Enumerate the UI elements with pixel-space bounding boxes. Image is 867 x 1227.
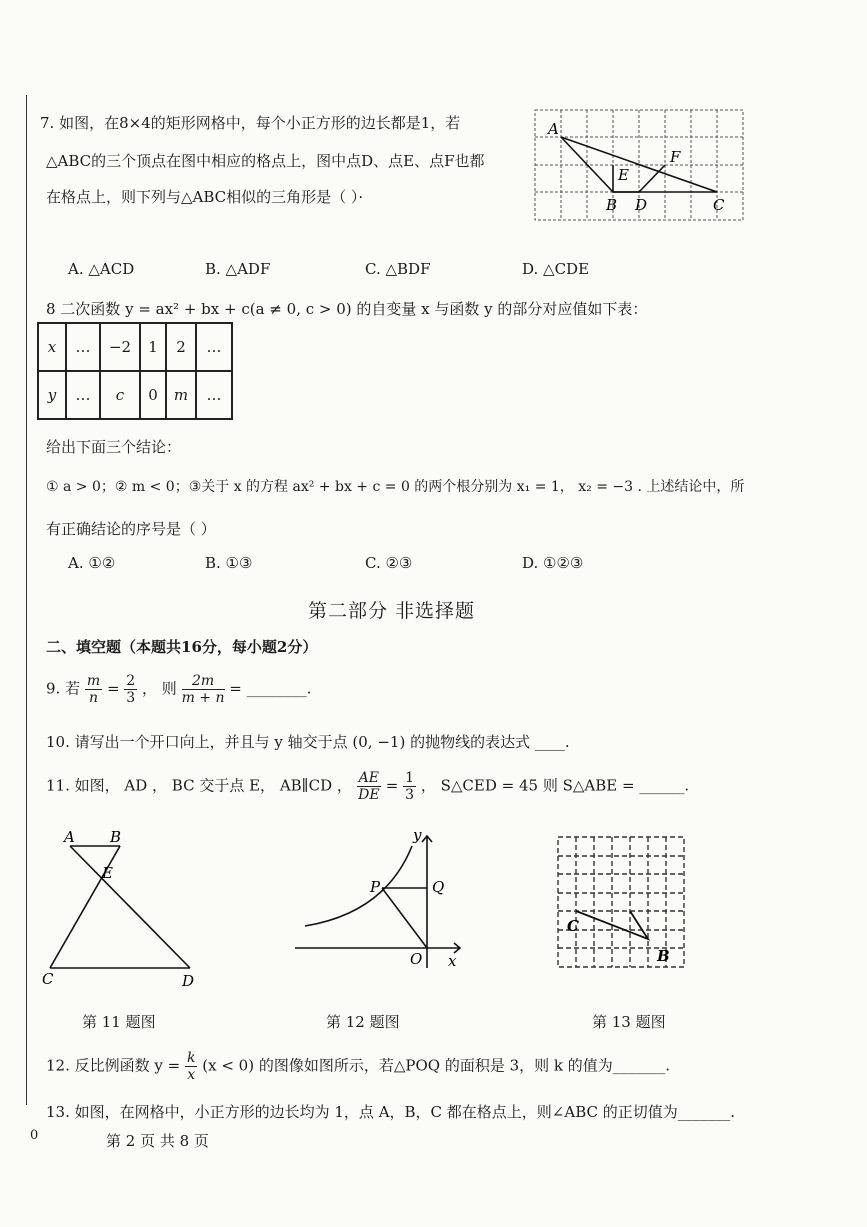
- fig7-label-b: B: [606, 196, 618, 214]
- fig7-label-c: C: [713, 196, 725, 214]
- q7-line1: 7. 如图，在8×4的矩形网格中，每个小正方形的边长都是1，若: [40, 114, 461, 132]
- fraction-numerator: 1: [405, 770, 415, 786]
- table-cell: …: [66, 371, 100, 419]
- fig7-label-f: F: [670, 148, 681, 166]
- fig12-label-y: y: [413, 826, 422, 844]
- q8-option-b: B. ①③: [205, 554, 253, 572]
- q9-mid: ， 则: [142, 679, 177, 698]
- q11-fraction-1-3: [403, 770, 416, 803]
- fig12-hyperbola: [290, 828, 470, 973]
- table-cell: c: [100, 371, 140, 419]
- q8-option-d: D. ①②③: [522, 554, 584, 572]
- fig12-label-o: O: [410, 950, 423, 968]
- q11-prefix: 11. 如图， AD ， BC 交于点 E， AB∥CD ，: [46, 776, 352, 795]
- table-cell: x: [38, 323, 66, 371]
- q12-rest: (x < 0) 的图像如图所示，若△POQ 的面积是 3，则 k 的值为_______.: [202, 1056, 671, 1075]
- q9-fraction-2-3: [124, 673, 137, 706]
- q9-fraction-m-n: [85, 673, 102, 706]
- q7-line3: 在格点上，则下列与△ABC相似的三角形是（ ）·: [46, 188, 364, 206]
- q12-prefix: 12. 反比例函数 y =: [46, 1056, 181, 1075]
- fig12-caption: 第 12 题图: [326, 1013, 400, 1031]
- q8-line3: ① a > 0；② m < 0；③关于 x 的方程 ax² + bx + c = 0 的两个根分别为 x₁ = 1， x₂ = −3 . 上述结论中，所: [46, 479, 745, 495]
- q7-option-a: A. △ACD: [68, 260, 135, 278]
- fig7-label-a: A: [548, 120, 559, 138]
- fraction-denominator: n: [89, 690, 99, 706]
- fig11-label-d: D: [182, 972, 195, 990]
- q7-line2: △ABC的三个顶点在图中相应的格点上，图中点D、点E、点F也都: [46, 152, 485, 170]
- q7-option-d: D. △CDE: [522, 260, 590, 278]
- q12: [46, 1050, 670, 1083]
- q7-grid-figure: [530, 110, 750, 225]
- table-cell: 0: [140, 371, 166, 419]
- equals-sign: =: [106, 679, 120, 698]
- q11-fraction-ae-de: [357, 770, 381, 803]
- fig7-label-e: E: [618, 166, 629, 184]
- fig11-caption: 第 11 题图: [82, 1013, 156, 1031]
- table-cell: −2: [100, 323, 140, 371]
- fraction-denominator: x: [187, 1067, 196, 1083]
- q8-option-c: C. ②③: [365, 554, 413, 572]
- q8-line4: 有正确结论的序号是（ ）: [46, 520, 216, 538]
- fraction-numerator: 2: [126, 673, 136, 689]
- q9-prefix: 9. 若: [46, 679, 81, 698]
- fraction-numerator: AE: [358, 770, 379, 786]
- fig13-label-b: B: [657, 947, 670, 965]
- fraction-denominator: m + n: [181, 690, 225, 706]
- fraction-numerator: k: [186, 1050, 196, 1066]
- fig11-label-e: E: [102, 864, 113, 882]
- table-cell: 1: [140, 323, 166, 371]
- q8-option-a: A. ①②: [68, 554, 116, 572]
- fraction-denominator: 3: [405, 787, 415, 803]
- q10-text: 10. 请写出一个开口向上，并且与 y 轴交于点 (0, −1) 的抛物线的表达式 ____.: [46, 733, 570, 751]
- table-cell: …: [196, 323, 232, 371]
- section2-heading: 二、填空题（本题共16分，每小题2分）: [46, 638, 318, 656]
- q7-option-b: B. △ADF: [205, 260, 271, 278]
- footer-mark: 0: [30, 1128, 39, 1143]
- q13-text: 13. 如图，在网格中，小正方形的边长均为 1，点 A，B，C 都在格点上，则∠ABC 的正切值为_______.: [46, 1103, 736, 1121]
- fig12-label-p: P: [370, 878, 381, 896]
- q8-line2: 给出下面三个结论：: [46, 438, 182, 456]
- fig12-label-x: x: [448, 952, 457, 970]
- fig13-grid: [555, 835, 690, 975]
- fig11-label-b: B: [110, 828, 122, 846]
- q8-value-table: [37, 322, 233, 420]
- fig12-label-q: Q: [432, 878, 445, 896]
- fig11-label-a: A: [64, 828, 75, 846]
- fig11-label-c: C: [42, 970, 54, 988]
- fraction-numerator: m: [86, 673, 101, 689]
- q7-option-c: C. △BDF: [365, 260, 431, 278]
- fraction-denominator: DE: [358, 787, 380, 803]
- equals-sign: =: [385, 776, 399, 795]
- binding-margin-line: [26, 95, 27, 1105]
- fraction-denominator: 3: [126, 690, 136, 706]
- fig13-label-c: C: [567, 917, 579, 935]
- table-cell: 2: [166, 323, 196, 371]
- q12-fraction-k-x: [185, 1050, 197, 1083]
- q8-line1: 8 二次函数 y = ax² + bx + c(a ≠ 0, c > 0) 的自变量 x 与函数 y 的部分对应值如下表：: [46, 300, 648, 318]
- q11-rest: ， S△CED = 45 则 S△ABE = ______.: [420, 776, 690, 795]
- part2-title: 第二部分 非选择题: [308, 600, 476, 622]
- table-cell: …: [196, 371, 232, 419]
- table-row: [38, 323, 232, 371]
- table-cell: y: [38, 371, 66, 419]
- q11: [46, 770, 689, 803]
- table-row: [38, 371, 232, 419]
- fig11-triangles: [40, 828, 210, 993]
- q9-fraction-2m: [182, 673, 225, 706]
- q9: [46, 673, 311, 706]
- fraction-numerator: 2m: [182, 673, 225, 690]
- fig7-label-d: D: [635, 196, 648, 214]
- q9-answer-blank: = ________.: [229, 679, 312, 698]
- fig13-caption: 第 13 题图: [592, 1013, 666, 1031]
- table-cell: m: [166, 371, 196, 419]
- table-cell: …: [66, 323, 100, 371]
- page-number: 第 2 页 共 8 页: [106, 1132, 209, 1150]
